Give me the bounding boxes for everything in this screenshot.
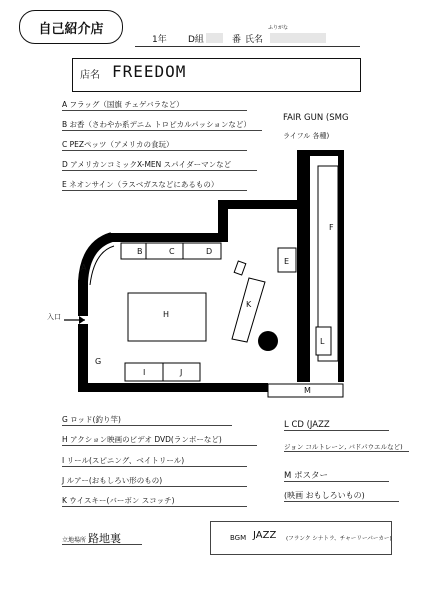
shelf-k xyxy=(232,278,265,342)
map-label-c: C xyxy=(169,247,175,256)
map-label-d: D xyxy=(206,247,213,256)
wall-right-outer xyxy=(297,150,310,382)
wall-upper-step xyxy=(218,200,300,209)
item-m: M ポスター xyxy=(284,469,389,482)
location-label: 立地場所 xyxy=(62,537,87,544)
map-label-a: A xyxy=(81,263,87,272)
shop-name-value: FREEDOM xyxy=(112,62,187,81)
title-badge: 自己紹介店 xyxy=(19,10,123,44)
item-h: H アクション映画のビデオ DVD(ランボーなど) xyxy=(62,434,257,446)
item-l-detail: ジョン コルトレーン, バドパウエルなど) xyxy=(284,442,409,452)
item-l: L CD (JAZZ xyxy=(284,420,389,431)
entrance-label: 入口 xyxy=(47,313,61,321)
location-value: 路地裏 xyxy=(88,532,121,545)
map-label-k: K xyxy=(246,300,252,309)
map-label-f: F xyxy=(329,223,334,232)
map-label-j: J xyxy=(180,368,183,377)
wall-right-inner xyxy=(338,150,344,382)
map-label-b: B xyxy=(137,247,143,256)
side-note-line2: ライフル 各種) xyxy=(283,132,330,140)
round-pillar xyxy=(258,331,278,351)
shop-name-label: 店名 xyxy=(80,70,100,81)
bgm-detail: (フランク シナトラ、チャーリーパーカー) xyxy=(286,536,392,542)
map-label-g: G xyxy=(95,357,102,366)
name-label: 氏名 xyxy=(245,35,264,45)
item-b: B お香（さわやか系デニム トロピカルパッションなど） xyxy=(62,119,262,131)
small-stand xyxy=(234,261,246,275)
year-label: 1年 xyxy=(152,35,167,45)
item-e: E ネオンサイン（ラスベガスなどにあるもの） xyxy=(62,179,247,191)
wall-left-lower xyxy=(78,324,88,391)
map-label-e: E xyxy=(284,257,290,266)
map-label-h: H xyxy=(163,310,170,319)
map-label-i: I xyxy=(143,368,146,377)
item-i: I リール(スピニング、ベイトリール) xyxy=(62,455,247,467)
bgm-value: JAZZ xyxy=(253,530,277,541)
map-label-m: M xyxy=(304,386,311,395)
item-m-detail: (映画 おもしろいもの) xyxy=(284,490,399,502)
bgm-label: BGM xyxy=(230,534,247,542)
wall-top-left xyxy=(108,233,228,242)
wall-bottom xyxy=(78,383,268,392)
wall-left-upper xyxy=(78,280,88,316)
item-d: D アメリカンコミックX-MEN スパイダーマンなど xyxy=(62,159,257,171)
item-a: A フラッグ（国旗 チェゲバラなど） xyxy=(62,99,247,111)
item-c: C PEZペッツ（アメリカの食玩） xyxy=(62,139,247,151)
class-label: D組 xyxy=(188,35,204,45)
map-label-l: L xyxy=(320,337,325,346)
side-note-line1: FAIR GUN (SMG xyxy=(283,113,349,123)
item-j: J ルアー(おもしろい形のもの) xyxy=(62,475,247,487)
arrow-head-icon xyxy=(79,316,85,324)
item-g: G ロッド(釣り竿) xyxy=(62,414,232,426)
number-label: 番 xyxy=(232,35,242,45)
furigana-label: ふりがな xyxy=(268,25,289,31)
item-k: K ウイスキー(バーボン スコッチ) xyxy=(62,495,247,507)
